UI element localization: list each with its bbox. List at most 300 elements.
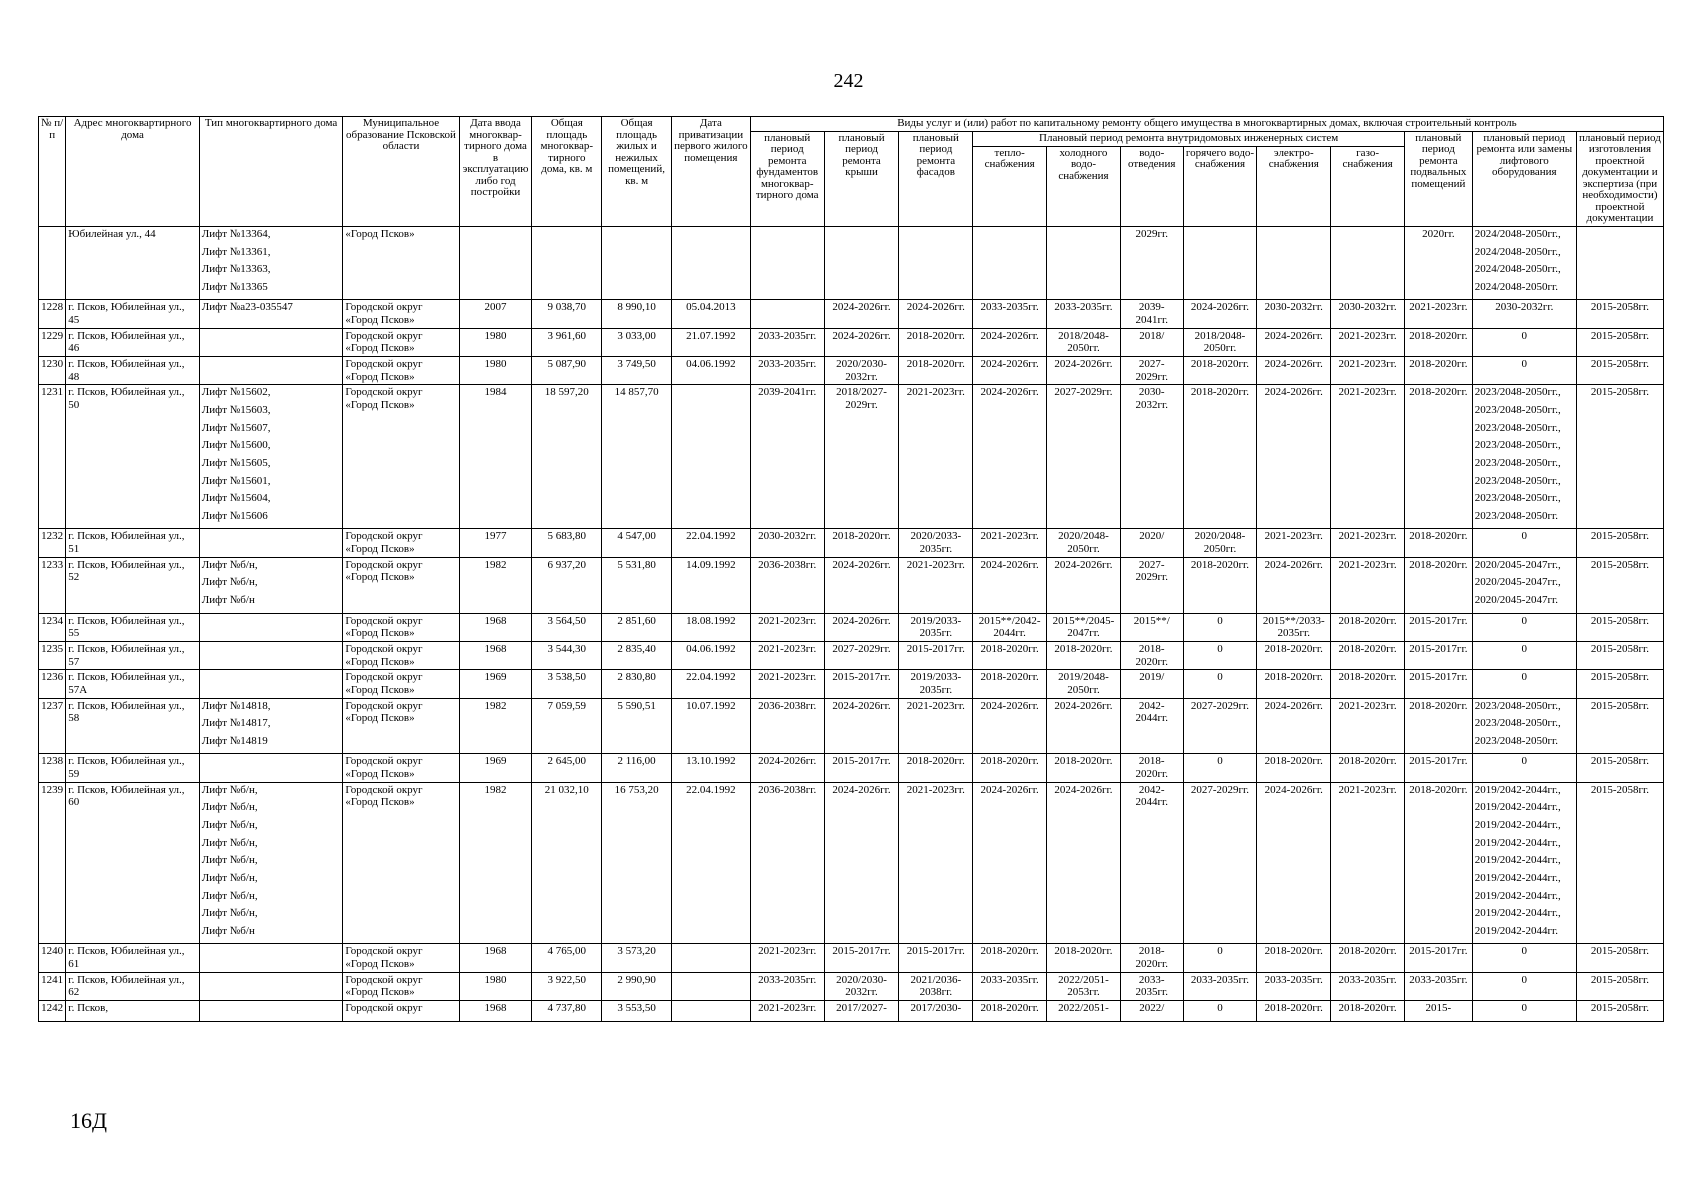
- cell-date: 1968: [459, 613, 532, 641]
- cell-drainage: 2027-2029гг.: [1120, 357, 1183, 385]
- cell-heat: 2018-2020гг.: [973, 1001, 1047, 1022]
- cell-facade: 2018-2020гг.: [899, 328, 973, 356]
- elevator-period: 2024/2048-2050гг.,: [1474, 263, 1561, 276]
- elevator-period: 2023/2048-2050гг.: [1474, 734, 1558, 747]
- cell-living-area: 3 749,50: [602, 357, 672, 385]
- cell-heat: 2021-2023гг.: [973, 529, 1047, 557]
- cell-total-area: 9 038,70: [532, 300, 602, 328]
- header-basement: плановый период ремонта подвальных помещений: [1405, 131, 1473, 226]
- cell-privatization-date: 04.06.1992: [671, 357, 750, 385]
- cell-foundation: 2021-2023гг.: [750, 944, 824, 972]
- cell-date: 1982: [459, 782, 532, 944]
- cell-address: г. Псков, Юбилейная ул., 46: [66, 328, 199, 356]
- cell-living-area: 2 990,90: [602, 972, 672, 1000]
- elevator-period: 2023/2048-2050гг.,: [1474, 421, 1561, 434]
- header-num: № п/п: [39, 117, 66, 227]
- elevator-period: 2023/2048-2050гг.,: [1474, 699, 1561, 712]
- cell-facade: 2021-2023гг.: [899, 698, 973, 754]
- elevator-period: 2019/2042-2044гг.,: [1474, 801, 1561, 814]
- cell-total-area: 5 683,80: [532, 529, 602, 557]
- cell-total-area: 5 087,90: [532, 357, 602, 385]
- elevator-period: 0: [1521, 973, 1528, 986]
- cell-gas: 2033-2035гг.: [1331, 972, 1405, 1000]
- cell-basement: 2020гг.: [1405, 226, 1473, 300]
- cell-municipality: Городской округ «Город Псков»: [343, 613, 459, 641]
- cell-privatization-date: 13.10.1992: [671, 754, 750, 782]
- elevator-period: 0: [1521, 329, 1528, 342]
- cell-total-area: 3 544,30: [532, 641, 602, 669]
- cell-drainage: 2018-2020гг.: [1120, 754, 1183, 782]
- header-gas: газо-снабжения: [1331, 146, 1405, 226]
- cell-total-area: 4 765,00: [532, 944, 602, 972]
- cell-living-area: 16 753,20: [602, 782, 672, 944]
- cell-living-area: 2 835,40: [602, 641, 672, 669]
- cell-cold-water: 2018/2048-2050гг.: [1047, 328, 1121, 356]
- cell-design-docs: 2015-2058гг.: [1576, 641, 1663, 669]
- lift-entry: Лифт №б/н,: [201, 558, 258, 571]
- cell-gas: 2021-2023гг.: [1331, 782, 1405, 944]
- cell-facade: 2021-2023гг.: [899, 782, 973, 944]
- cell-cold-water: 2018-2020гг.: [1047, 944, 1121, 972]
- cell-lifts: [199, 300, 343, 328]
- cell-privatization-date: 05.04.2013: [671, 300, 750, 328]
- cell-num: 1230: [39, 357, 66, 385]
- cell-basement: 2015-2017гг.: [1405, 944, 1473, 972]
- cell-address: г. Псков, Юбилейная ул., 50: [66, 385, 199, 529]
- cell-privatization-date: 18.08.1992: [671, 613, 750, 641]
- cell-elevator: [1472, 782, 1576, 944]
- cell-design-docs: 2015-2058гг.: [1576, 944, 1663, 972]
- lift-entry: Лифт №б/н: [201, 924, 255, 937]
- cell-basement: 2015-2017гг.: [1405, 641, 1473, 669]
- cell-drainage: 2015**/: [1120, 613, 1183, 641]
- cell-num: 1242: [39, 1001, 66, 1022]
- header-foundation: плановый период ремонта фундаментов многоквар-тирного дома: [750, 131, 824, 226]
- cell-cold-water: 2018-2020гг.: [1047, 754, 1121, 782]
- table-row: [39, 529, 1664, 557]
- cell-facade: 2018-2020гг.: [899, 357, 973, 385]
- cell-basement: 2018-2020гг.: [1405, 385, 1473, 529]
- cell-facade: 2020/2033-2035гг.: [899, 529, 973, 557]
- cell-living-area: 2 851,60: [602, 613, 672, 641]
- cell-facade: 2018-2020гг.: [899, 754, 973, 782]
- cell-lifts: [199, 972, 343, 1000]
- cell-foundation: 2039-2041гг.: [750, 385, 824, 529]
- cell-date: 1984: [459, 385, 532, 529]
- lift-entry: Лифт №13365: [201, 280, 268, 293]
- header-engineering-group: Плановый период ремонта внутридомовых инженерных систем: [973, 131, 1405, 146]
- cell-municipality: «Город Псков»: [343, 226, 459, 300]
- header-living-area: Общая площадь жилых и нежилых помещений, кв. м: [602, 117, 672, 227]
- cell-roof: 2024-2026гг.: [824, 782, 899, 944]
- page-number: 242: [833, 70, 864, 92]
- cell-foundation: [750, 226, 824, 300]
- cell-municipality: Городской округ «Город Псков»: [343, 944, 459, 972]
- cell-living-area: 3 553,50: [602, 1001, 672, 1022]
- cell-municipality: Городской округ: [343, 1001, 459, 1022]
- cell-drainage: 2042-2044гг.: [1120, 698, 1183, 754]
- header-hot-water: горячего водо-снабжения: [1183, 146, 1257, 226]
- cell-lifts: [199, 613, 343, 641]
- cell-num: 1237: [39, 698, 66, 754]
- lift-entry: Лифт №б/н,: [201, 576, 258, 589]
- header-address: Адрес многоквартирного дома: [66, 117, 199, 227]
- cell-total-area: 3 564,50: [532, 613, 602, 641]
- cell-drainage: 2018/: [1120, 328, 1183, 356]
- cell-facade: [899, 226, 973, 300]
- elevator-period: 2019/2042-2044гг.,: [1474, 783, 1561, 796]
- cell-num: 1236: [39, 670, 66, 698]
- cell-foundation: 2036-2038гг.: [750, 698, 824, 754]
- cell-total-area: 4 737,80: [532, 1001, 602, 1022]
- cell-hot-water: 0: [1183, 944, 1257, 972]
- cell-municipality: Городской округ «Город Псков»: [343, 972, 459, 1000]
- capital-repair-table: [38, 116, 1664, 1022]
- lift-entry: Лифт №а23-035547: [201, 301, 293, 314]
- cell-facade: 2024-2026гг.: [899, 300, 973, 328]
- cell-design-docs: 2015-2058гг.: [1576, 385, 1663, 529]
- cell-address: г. Псков, Юбилейная ул., 52: [66, 557, 199, 613]
- cell-elevator: [1472, 300, 1576, 328]
- cell-address: г. Псков, Юбилейная ул., 45: [66, 300, 199, 328]
- cell-cold-water: 2022/2051-2053гг.: [1047, 972, 1121, 1000]
- cell-hot-water: [1183, 226, 1257, 300]
- cell-address: г. Псков, Юбилейная ул., 59: [66, 754, 199, 782]
- cell-facade: 2017/2030-: [899, 1001, 973, 1022]
- cell-cold-water: 2019/2048-2050гг.: [1047, 670, 1121, 698]
- cell-num: 1239: [39, 782, 66, 944]
- header-facade: плановый период ремонта фасадов: [899, 131, 973, 226]
- cell-cold-water: 2024-2026гг.: [1047, 698, 1121, 754]
- cell-address: г. Псков, Юбилейная ул., 57: [66, 641, 199, 669]
- elevator-period: 2019/2042-2044гг.: [1474, 924, 1558, 937]
- cell-design-docs: 2015-2058гг.: [1576, 300, 1663, 328]
- cell-drainage: 2018-2020гг.: [1120, 641, 1183, 669]
- cell-num: 1232: [39, 529, 66, 557]
- cell-roof: 2024-2026гг.: [824, 300, 899, 328]
- cell-heat: 2024-2026гг.: [973, 557, 1047, 613]
- cell-privatization-date: 22.04.1992: [671, 670, 750, 698]
- cell-basement: 2021-2023гг.: [1405, 300, 1473, 328]
- cell-privatization-date: 14.09.1992: [671, 557, 750, 613]
- cell-total-area: [532, 226, 602, 300]
- cell-foundation: 2033-2035гг.: [750, 328, 824, 356]
- cell-cold-water: 2022/2051-: [1047, 1001, 1121, 1022]
- elevator-period: 0: [1521, 358, 1528, 371]
- lift-entry: Лифт №13361,: [201, 245, 271, 258]
- table-row: [39, 613, 1664, 641]
- cell-date: 1969: [459, 670, 532, 698]
- cell-municipality: Городской округ «Город Псков»: [343, 328, 459, 356]
- table-row: [39, 357, 1664, 385]
- cell-roof: 2020/2030-2032гг.: [824, 972, 899, 1000]
- cell-drainage: 2027-2029гг.: [1120, 557, 1183, 613]
- cell-heat: 2024-2026гг.: [973, 385, 1047, 529]
- elevator-period: 2020/2045-2047гг.,: [1474, 558, 1561, 571]
- elevator-period: 2023/2048-2050гг.,: [1474, 474, 1561, 487]
- cell-cold-water: 2018-2020гг.: [1047, 641, 1121, 669]
- cell-drainage: 2019/: [1120, 670, 1183, 698]
- cell-municipality: Городской округ «Город Псков»: [343, 300, 459, 328]
- table-row: [39, 972, 1664, 1000]
- cell-design-docs: 2015-2058гг.: [1576, 357, 1663, 385]
- cell-privatization-date: [671, 1001, 750, 1022]
- header-roof: плановый период ремонта крыши: [824, 131, 899, 226]
- cell-facade: 2021/2036-2038гг.: [899, 972, 973, 1000]
- cell-living-area: 2 830,80: [602, 670, 672, 698]
- cell-design-docs: 2015-2058гг.: [1576, 698, 1663, 754]
- cell-design-docs: 2015-2058гг.: [1576, 670, 1663, 698]
- cell-hot-water: 2027-2029гг.: [1183, 782, 1257, 944]
- cell-date: 1968: [459, 1001, 532, 1022]
- cell-elevator: [1472, 385, 1576, 529]
- cell-hot-water: 2024-2026гг.: [1183, 300, 1257, 328]
- cell-municipality: Городской округ «Город Псков»: [343, 529, 459, 557]
- cell-foundation: [750, 300, 824, 328]
- cell-municipality: Городской округ «Город Псков»: [343, 385, 459, 529]
- cell-electric: 2033-2035гг.: [1257, 972, 1331, 1000]
- cell-total-area: 3 961,60: [532, 328, 602, 356]
- lift-entry: Лифт №б/н,: [201, 854, 258, 867]
- cell-hot-water: 2018/2048-2050гг.: [1183, 328, 1257, 356]
- lift-entry: Лифт №14819: [201, 734, 268, 747]
- cell-living-area: 5 590,51: [602, 698, 672, 754]
- cell-living-area: 4 547,00: [602, 529, 672, 557]
- cell-living-area: [602, 226, 672, 300]
- cell-privatization-date: [671, 944, 750, 972]
- cell-lifts: [199, 782, 343, 944]
- cell-elevator: [1472, 670, 1576, 698]
- cell-basement: 2015-: [1405, 1001, 1473, 1022]
- elevator-period: 0: [1521, 614, 1528, 627]
- cell-drainage: 2029гг.: [1120, 226, 1183, 300]
- cell-facade: 2019/2033-2035гг.: [899, 670, 973, 698]
- cell-elevator: [1472, 698, 1576, 754]
- cell-heat: 2018-2020гг.: [973, 641, 1047, 669]
- table-row: [39, 698, 1664, 754]
- cell-heat: 2018-2020гг.: [973, 754, 1047, 782]
- cell-num: 1241: [39, 972, 66, 1000]
- cell-heat: 2015**/2042-2044гг.: [973, 613, 1047, 641]
- cell-basement: 2018-2020гг.: [1405, 782, 1473, 944]
- cell-foundation: 2021-2023гг.: [750, 670, 824, 698]
- cell-municipality: Городской округ «Город Псков»: [343, 641, 459, 669]
- cell-basement: 2018-2020гг.: [1405, 698, 1473, 754]
- cell-foundation: 2024-2026гг.: [750, 754, 824, 782]
- cell-date: 1982: [459, 698, 532, 754]
- cell-municipality: Городской округ «Город Псков»: [343, 357, 459, 385]
- cell-design-docs: 2015-2058гг.: [1576, 613, 1663, 641]
- elevator-period: 2024/2048-2050гг.,: [1474, 245, 1561, 258]
- cell-foundation: 2033-2035гг.: [750, 972, 824, 1000]
- cell-basement: 2018-2020гг.: [1405, 357, 1473, 385]
- cell-lifts: [199, 357, 343, 385]
- cell-lifts: [199, 670, 343, 698]
- lift-entry: Лифт №14817,: [201, 717, 271, 730]
- cell-lifts: [199, 557, 343, 613]
- cell-heat: 2033-2035гг.: [973, 300, 1047, 328]
- elevator-period: 2023/2048-2050гг.,: [1474, 386, 1561, 399]
- lift-entry: Лифт №15604,: [201, 492, 271, 505]
- cell-electric: 2024-2026гг.: [1257, 357, 1331, 385]
- elevator-period: 2019/2042-2044гг.,: [1474, 854, 1561, 867]
- header-municipality: Муниципальное образование Псковской области: [343, 117, 459, 227]
- table-row: [39, 557, 1664, 613]
- cell-foundation: 2036-2038гг.: [750, 782, 824, 944]
- cell-address: г. Псков, Юбилейная ул., 51: [66, 529, 199, 557]
- cell-drainage: 2030-2032гг.: [1120, 385, 1183, 529]
- cell-date: 1980: [459, 972, 532, 1000]
- elevator-period: 2023/2048-2050гг.,: [1474, 403, 1561, 416]
- lift-entry: Лифт №б/н,: [201, 889, 258, 902]
- cell-heat: 2033-2035гг.: [973, 972, 1047, 1000]
- cell-hot-water: 0: [1183, 1001, 1257, 1022]
- cell-total-area: 6 937,20: [532, 557, 602, 613]
- elevator-period: 2023/2048-2050гг.,: [1474, 456, 1561, 469]
- lift-entry: Лифт №б/н,: [201, 871, 258, 884]
- cell-elevator: [1472, 972, 1576, 1000]
- elevator-period: 2019/2042-2044гг.,: [1474, 907, 1561, 920]
- cell-foundation: 2033-2035гг.: [750, 357, 824, 385]
- cell-gas: 2018-2020гг.: [1331, 613, 1405, 641]
- cell-date: 1968: [459, 641, 532, 669]
- cell-basement: 2015-2017гг.: [1405, 754, 1473, 782]
- cell-foundation: 2030-2032гг.: [750, 529, 824, 557]
- cell-roof: 2024-2026гг.: [824, 557, 899, 613]
- cell-heat: [973, 226, 1047, 300]
- cell-elevator: [1472, 529, 1576, 557]
- cell-living-area: 3 033,00: [602, 328, 672, 356]
- cell-drainage: 2039-2041гг.: [1120, 300, 1183, 328]
- cell-date: 1968: [459, 944, 532, 972]
- lift-entry: Лифт №15606: [201, 509, 268, 522]
- cell-drainage: 2033-2035гг.: [1120, 972, 1183, 1000]
- cell-gas: 2021-2023гг.: [1331, 357, 1405, 385]
- cell-elevator: [1472, 226, 1576, 300]
- cell-roof: 2024-2026гг.: [824, 698, 899, 754]
- cell-roof: 2015-2017гг.: [824, 754, 899, 782]
- cell-cold-water: 2015**/2045-2047гг.: [1047, 613, 1121, 641]
- cell-privatization-date: 22.04.1992: [671, 529, 750, 557]
- cell-electric: 2018-2020гг.: [1257, 754, 1331, 782]
- cell-elevator: [1472, 613, 1576, 641]
- cell-total-area: 7 059,59: [532, 698, 602, 754]
- cell-num: 1238: [39, 754, 66, 782]
- lift-entry: Лифт №б/н,: [201, 836, 258, 849]
- cell-roof: 2015-2017гг.: [824, 670, 899, 698]
- cell-heat: 2024-2026гг.: [973, 698, 1047, 754]
- cell-foundation: 2021-2023гг.: [750, 641, 824, 669]
- cell-living-area: 8 990,10: [602, 300, 672, 328]
- cell-living-area: 5 531,80: [602, 557, 672, 613]
- elevator-period: 2024/2048-2050гг.,: [1474, 227, 1561, 240]
- cell-gas: 2018-2020гг.: [1331, 1001, 1405, 1022]
- header-total-area: Общая площадь многоквар-тирного дома, кв. м: [532, 117, 602, 227]
- elevator-period: 2023/2048-2050гг.,: [1474, 492, 1561, 505]
- cell-municipality: Городской округ «Город Псков»: [343, 698, 459, 754]
- cell-roof: 2018-2020гг.: [824, 529, 899, 557]
- cell-gas: 2021-2023гг.: [1331, 385, 1405, 529]
- cell-heat: 2018-2020гг.: [973, 944, 1047, 972]
- cell-elevator: [1472, 557, 1576, 613]
- cell-gas: 2018-2020гг.: [1331, 670, 1405, 698]
- cell-lifts: [199, 754, 343, 782]
- cell-address: г. Псков, Юбилейная ул., 57А: [66, 670, 199, 698]
- cell-gas: 2021-2023гг.: [1331, 698, 1405, 754]
- cell-basement: 2015-2017гг.: [1405, 670, 1473, 698]
- elevator-period: 0: [1521, 530, 1528, 543]
- table-row: [39, 385, 1664, 529]
- cell-hot-water: 0: [1183, 641, 1257, 669]
- elevator-period: 2024/2048-2050гг.: [1474, 280, 1558, 293]
- cell-electric: 2030-2032гг.: [1257, 300, 1331, 328]
- cell-lifts: [199, 226, 343, 300]
- cell-lifts: [199, 1001, 343, 1022]
- header-commission-date: Дата ввода многоквар-тирного дома в эксплуатацию либо год постройки: [459, 117, 532, 227]
- cell-electric: 2018-2020гг.: [1257, 641, 1331, 669]
- cell-date: 1969: [459, 754, 532, 782]
- lift-entry: Лифт №15600,: [201, 439, 271, 452]
- cell-privatization-date: [671, 385, 750, 529]
- cell-hot-water: 0: [1183, 613, 1257, 641]
- cell-hot-water: 2027-2029гг.: [1183, 698, 1257, 754]
- cell-address: Юбилейная ул., 44: [66, 226, 199, 300]
- lift-entry: Лифт №15603,: [201, 403, 271, 416]
- cell-elevator: [1472, 357, 1576, 385]
- cell-municipality: Городской округ «Город Псков»: [343, 557, 459, 613]
- table-body: [39, 226, 1664, 1021]
- elevator-period: 2023/2048-2050гг.: [1474, 509, 1558, 522]
- header-heat: тепло-снабжения: [973, 146, 1047, 226]
- cell-privatization-date: 10.07.1992: [671, 698, 750, 754]
- cell-roof: 2020/2030-2032гг.: [824, 357, 899, 385]
- cell-design-docs: 2015-2058гг.: [1576, 972, 1663, 1000]
- table-row: [39, 226, 1664, 300]
- cell-lifts: [199, 698, 343, 754]
- cell-electric: 2018-2020гг.: [1257, 1001, 1331, 1022]
- cell-cold-water: 2024-2026гг.: [1047, 357, 1121, 385]
- cell-lifts: [199, 641, 343, 669]
- elevator-period: 0: [1521, 755, 1528, 768]
- header-drainage: водо-отведения: [1120, 146, 1183, 226]
- cell-basement: 2015-2017гг.: [1405, 613, 1473, 641]
- table-row: [39, 300, 1664, 328]
- cell-lifts: [199, 944, 343, 972]
- cell-basement: 2033-2035гг.: [1405, 972, 1473, 1000]
- cell-hot-water: 0: [1183, 670, 1257, 698]
- cell-municipality: Городской округ «Город Псков»: [343, 754, 459, 782]
- cell-gas: 2021-2023гг.: [1331, 529, 1405, 557]
- elevator-period: 0: [1521, 642, 1528, 655]
- lift-entry: Лифт №б/н: [201, 594, 255, 607]
- cell-cold-water: 2027-2029гг.: [1047, 385, 1121, 529]
- cell-basement: 2018-2020гг.: [1405, 557, 1473, 613]
- elevator-period: 2023/2048-2050гг.,: [1474, 439, 1561, 452]
- cell-facade: 2015-2017гг.: [899, 944, 973, 972]
- header-elevator: плановый период ремонта или замены лифтового оборудования: [1472, 131, 1576, 226]
- cell-roof: 2018/2027-2029гг.: [824, 385, 899, 529]
- header-electric: электро-снабжения: [1257, 146, 1331, 226]
- table-row: [39, 641, 1664, 669]
- cell-privatization-date: 22.04.1992: [671, 782, 750, 944]
- cell-elevator: [1472, 641, 1576, 669]
- lift-entry: Лифт №б/н,: [201, 907, 258, 920]
- cell-num: 1234: [39, 613, 66, 641]
- cell-cold-water: [1047, 226, 1121, 300]
- cell-electric: [1257, 226, 1331, 300]
- lift-entry: Лифт №15601,: [201, 474, 271, 487]
- cell-elevator: [1472, 1001, 1576, 1022]
